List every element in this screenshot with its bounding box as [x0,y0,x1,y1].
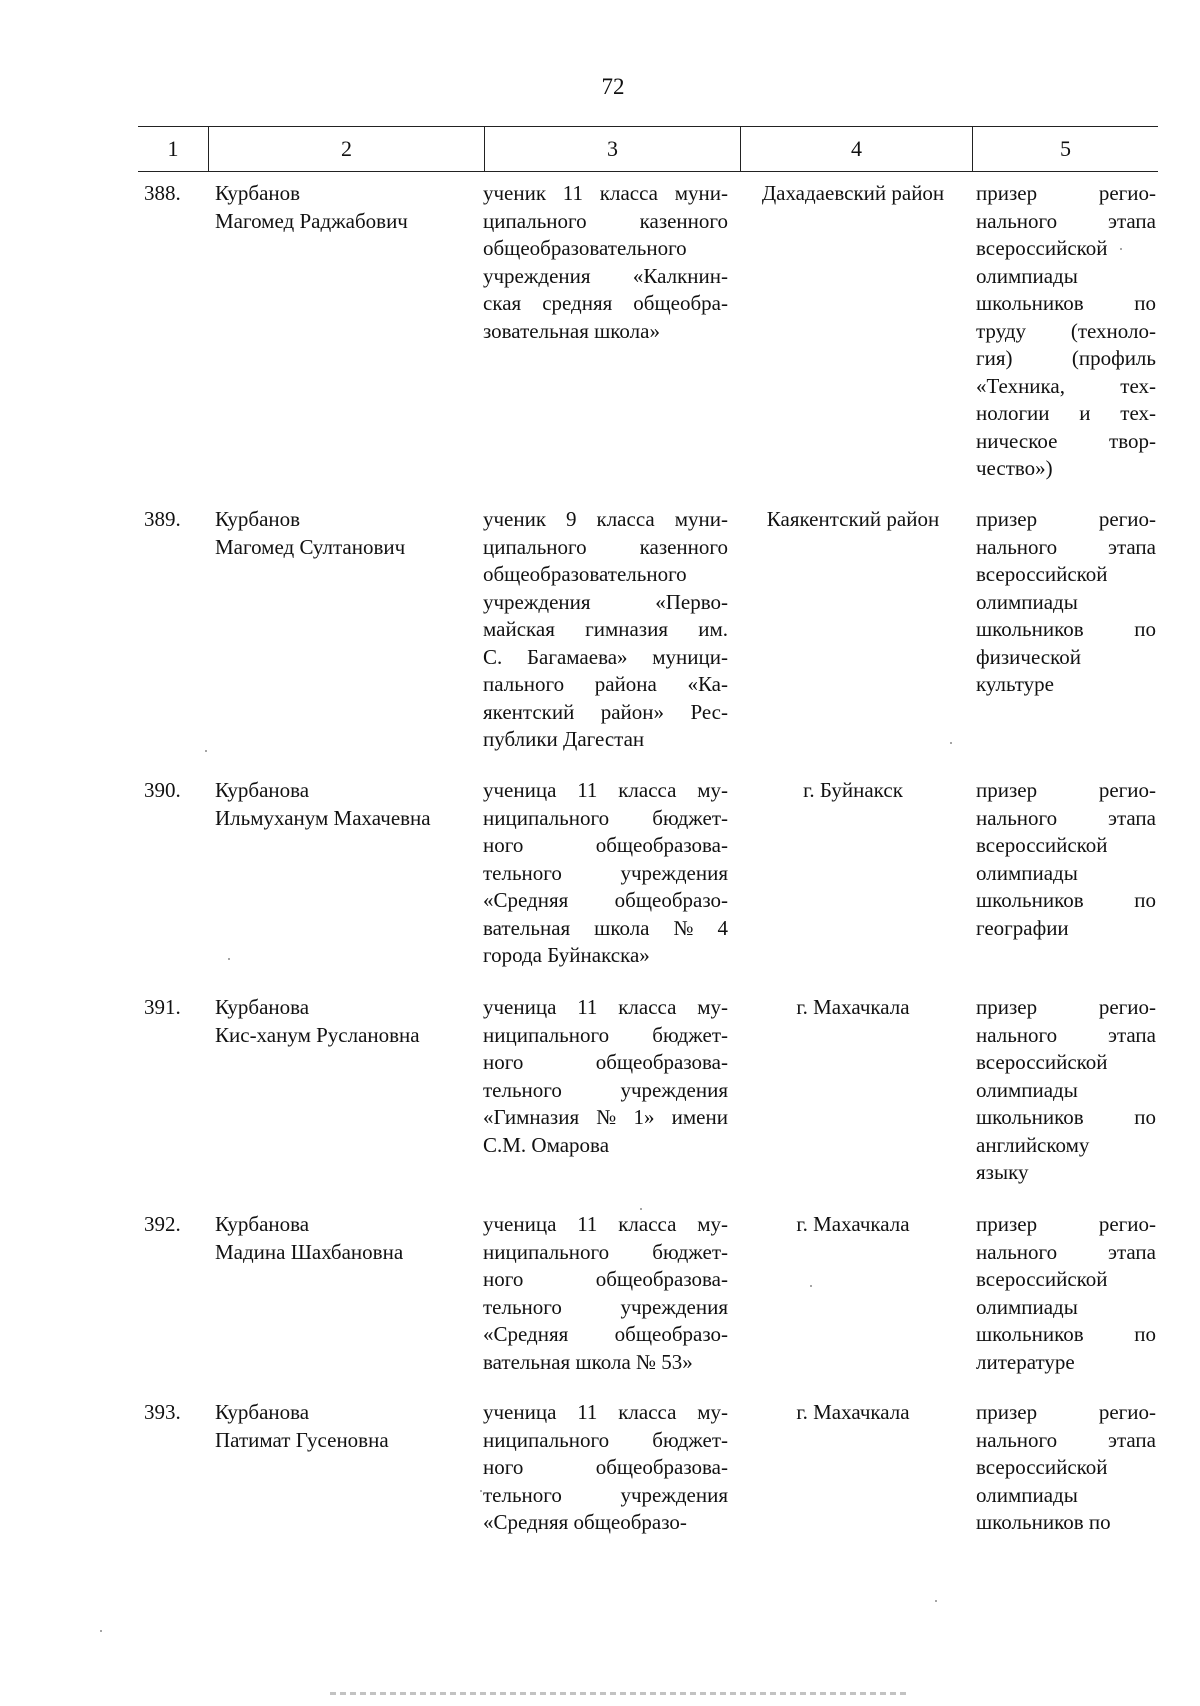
school-description-line: «Средняя общеобразо- [483,1322,728,1346]
row-number: 391. [144,995,181,1019]
school-description [483,994,728,1159]
school-description-line: ученица 11 класса му- [483,778,728,802]
award-description-line: литературе [976,1349,1075,1374]
award-description-line: нального этапа [976,805,1156,830]
award-description-line: нологии и тех- [976,401,1156,425]
school-description-line: учреждения «Перво- [483,589,728,614]
award-description-line: призер регио- [976,1212,1156,1236]
award-description-line: физической [976,644,1081,669]
award-description-line: олимпиады [976,1077,1078,1102]
school-description-line: якентский район» Рес- [483,699,728,724]
award-description-line: нального этапа [976,1427,1156,1452]
award-description-line: призер регио- [976,995,1156,1019]
student-name [215,506,475,561]
school-description [483,777,728,970]
student-name [215,777,475,832]
row-number: 389. [144,507,181,531]
school-description-line: пального района «Ка- [483,672,728,696]
award-description-line: школьников по [976,1105,1156,1129]
award-description [976,1399,1156,1537]
award-description-line: культуре [976,672,1054,696]
school-description-line: тельного учреждения [483,1294,728,1319]
school-description-line: ученица 11 класса му- [483,1400,728,1424]
award-description [976,180,1156,483]
school-description [483,180,728,345]
award-description-line: всероссийской [976,236,1108,260]
student-name-line: Магомед Раджабович [215,208,408,233]
award-description-line: «Техника, тех- [976,373,1156,398]
award-description-line: нального этапа [976,1022,1156,1047]
school-description [483,1211,728,1376]
school-description-line: ципального казенного [483,534,728,559]
award-description-line: призер регио- [976,778,1156,802]
student-name-line: Курбанова [215,1212,310,1236]
award-description-line: всероссийской [976,1050,1108,1074]
student-name-line: Курбанов [215,507,301,531]
school-description-line: С. Багамаева» муници- [483,644,728,669]
award-description [976,777,1156,942]
header-col-2: 2 [208,127,484,171]
award-description-line: всероссийской [976,562,1108,586]
school-description-line: тельного учреждения [483,860,728,885]
school-description-line: ученица 11 класса му- [483,995,728,1019]
school-description-line: «Средняя общеобразо- [483,1510,687,1534]
school-description-line: ученик 9 класса муни- [483,507,728,531]
student-name-line: Магомед Султанович [215,534,406,559]
table-header [138,126,1158,172]
award-description-line: школьников по [976,1322,1156,1346]
school-description-line: ного общеобразова- [483,1455,728,1479]
school-description-line: ская средняя общеобра- [483,291,728,315]
school-description-line: «Средняя общеобразо- [483,888,728,912]
school-description-line: тельного учреждения [483,1482,728,1507]
school-description [483,506,728,754]
row-number: 388. [144,181,181,205]
award-description-line: английскому [976,1132,1090,1157]
school-description-line: учреждения «Калкнин- [483,263,728,288]
award-description-line: олимпиады [976,1294,1078,1319]
school-description-line: ученица 11 класса му- [483,1212,728,1236]
student-name-line: Курбанова [215,778,310,802]
school-description-line: общеобразовательного [483,562,687,586]
school-description-line: «Гимназия № 1» имени [483,1105,728,1129]
award-description-line: географии [976,915,1069,940]
school-description-line: вательная школа № 53» [483,1349,693,1374]
award-description [976,994,1156,1187]
header-col-3: 3 [484,127,740,171]
school-description-line: ного общеобразова- [483,1267,728,1291]
award-description-line: языку [976,1160,1029,1184]
school-description-line: майская гимназия им. [483,617,728,641]
scan-artifact [330,1692,910,1695]
region: г. Буйнакск [803,778,903,802]
award-description-line: школьников по [976,291,1156,315]
award-description-line: нального этапа [976,1239,1156,1264]
school-description-line: ниципального бюджет- [483,1239,728,1264]
school-description-line: ципального казенного [483,208,728,233]
school-description-line: ниципального бюджет- [483,805,728,830]
student-name-line: Курбанова [215,1400,310,1424]
school-description-line: тельного учреждения [483,1077,728,1102]
award-description-line: труду (техноло- [976,318,1156,343]
region: г. Махачкала [796,1212,910,1236]
award-description-line: чество») [976,456,1053,480]
school-description-line: зовательная школа» [483,318,660,343]
school-description-line: ного общеобразова- [483,1050,728,1074]
award-description [976,506,1156,699]
award-description-line: нального этапа [976,208,1156,233]
student-name [215,994,475,1049]
school-description-line: города Буйнакска» [483,943,650,967]
award-description-line: ническое твор- [976,428,1156,453]
region: г. Махачкала [796,1400,910,1424]
header-col-4: 4 [740,127,972,171]
student-name-line: Курбанов [215,181,301,205]
award-description-line: олимпиады [976,263,1078,288]
school-description-line: ного общеобразова- [483,833,728,857]
award-description-line: всероссийской [976,1455,1108,1479]
award-description-line: всероссийской [976,833,1108,857]
row-number: 392. [144,1212,181,1236]
award-description-line: школьников по [976,1510,1111,1534]
award-description-line: школьников по [976,888,1156,912]
school-description-line: ниципального бюджет- [483,1427,728,1452]
award-description-line: всероссийской [976,1267,1108,1291]
row-number: 393. [144,1400,181,1424]
student-name [215,1211,475,1266]
student-name-line: Кис-ханум Руслановна [215,1022,420,1047]
student-name-line: Мадина Шахбановна [215,1239,404,1264]
student-name-line: Курбанова [215,995,310,1019]
award-description-line: олимпиады [976,1482,1078,1507]
award-description-line: нального этапа [976,534,1156,559]
award-description-line: гия) (профиль [976,346,1156,370]
page-number: 72 [601,74,625,99]
student-name-line: Патимат Гусеновна [215,1427,389,1452]
school-description-line: С.М. Омарова [483,1132,610,1157]
school-description-line: вательная школа № 4 [483,915,728,940]
award-description-line: школьников по [976,617,1156,641]
school-description-line: ученик 11 класса муни- [483,181,728,205]
award-description [976,1211,1156,1376]
award-description-line: призер регио- [976,181,1156,205]
student-name-line: Ильмуханум Махачевна [215,805,431,830]
award-description-line: призер регио- [976,1400,1156,1424]
header-col-1: 1 [167,136,179,161]
header-col-5: 5 [972,127,1158,171]
school-description-line: ниципального бюджет- [483,1022,728,1047]
region: Каякентский район [766,507,940,531]
award-description-line: призер регио- [976,507,1156,531]
region: г. Махачкала [796,995,910,1019]
school-description-line: общеобразовательного [483,236,687,260]
row-number: 390. [144,778,181,802]
student-name [215,1399,475,1454]
award-description-line: олимпиады [976,589,1078,614]
school-description [483,1399,728,1537]
student-name [215,180,475,235]
school-description-line: публики Дагестан [483,727,645,751]
award-description-line: олимпиады [976,860,1078,885]
region: Дахадаевский район [761,181,945,205]
